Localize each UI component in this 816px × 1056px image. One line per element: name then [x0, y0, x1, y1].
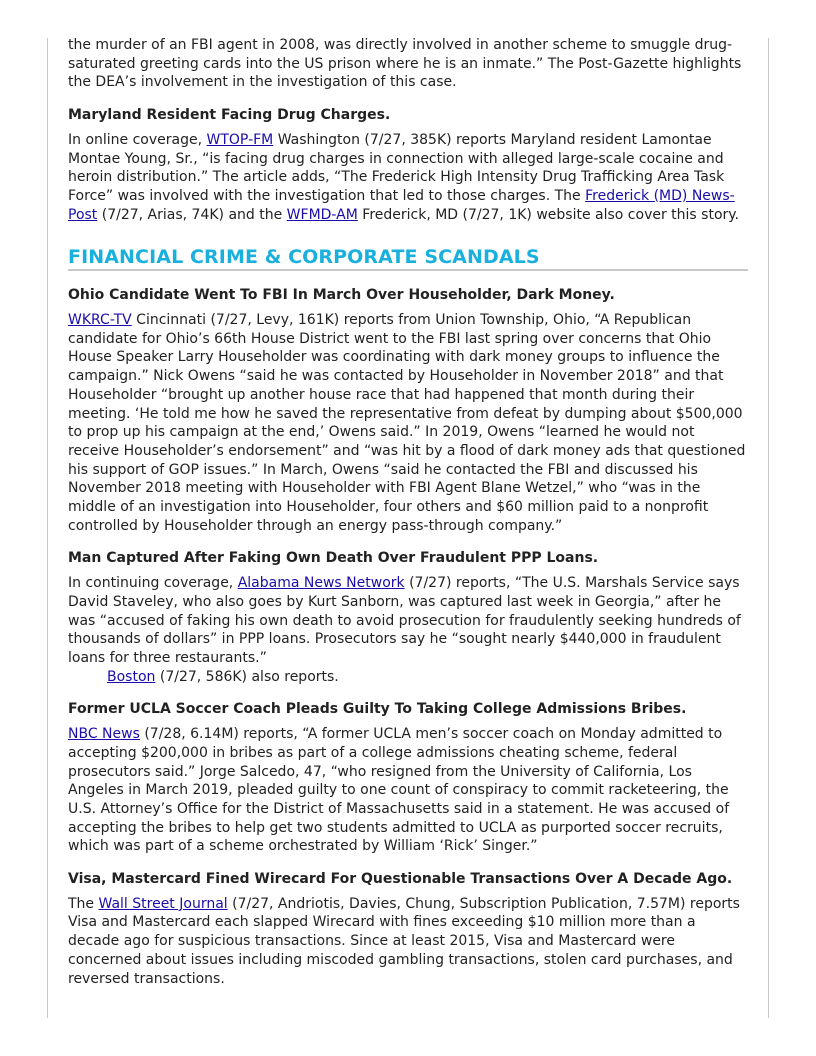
link-wall-street-journal[interactable]: Wall Street Journal — [98, 895, 228, 912]
text-segment: In online coverage, — [68, 131, 207, 148]
headline-ohio: Ohio Candidate Went To FBI In March Over Householder, Dark Money. — [68, 287, 615, 304]
left-margin-rule — [47, 38, 48, 1018]
link-wkrc-tv[interactable]: WKRC-TV — [68, 312, 132, 329]
link-boston[interactable]: Boston — [107, 668, 156, 685]
text-segment: (7/27, Arias, 74K) and the — [97, 206, 287, 223]
text-segment: Cincinnati (7/27, Levy, 161K) reports from Union Township, Ohio, “A Republican candidate for Ohio’s 66th House District went to the FBI last spring over concerns that Ohio House Speaker Larry Householder was coordinating with dark money groups to influence the campaign.” Nick Owens “said he was contacted by Householder in November 2018” and that Householder “brought up another house race that had happened that month during their meeting. ‘He told me how he saved the representative from defeat by dumping about $500,000 to prop up his campaign at the end,’ Owens said.” In 2019, Owens “learned he would not receive Householder’s endorsement” and “was hit by a flood of dark money ads that questioned his support of GOP issues.” In March, Owens “said he contacted the FBI and discussed his November 2018 meeting with Householder with FBI Agent Blane Wetzel,” who “was in the middle of an investigation into Householder, four others and $60 million paid to a nonprofit controlled by Householder through an energy pass-through company.” — [68, 312, 746, 534]
text-segment: (7/27) reports, “The U.S. Marshals Service says David Staveley, who also goes by Kurt Sanborn, was captured last week in Georgia,” after he was “accused of faking his own death to avoid prosecution for fraudulently seeking hundreds of thousands of dollars” in PPP loans. Prosecutors say he “sought nearly $440,000 in fraudulent loans for three restaurants.” — [68, 575, 741, 666]
link-nbc-news[interactable]: NBC News — [68, 726, 140, 743]
text-segment: (7/27, 586K) also reports. — [155, 668, 339, 685]
headline-ucla: Former UCLA Soccer Coach Pleads Guilty To Taking College Admissions Bribes. — [68, 701, 687, 718]
link-alabama-news-network[interactable]: Alabama News Network — [237, 575, 405, 592]
link-wfmd-am[interactable]: WFMD-AM — [286, 206, 358, 223]
text-segment: In continuing coverage, — [68, 575, 238, 592]
intro-paragraph: the murder of an FBI agent in 2008, was directly involved in another scheme to smuggle drug-saturated greeting cards into the US prison where he is an inmate.” The Post-Gazette highlights the DEA’s involvement in the investigation of this case. — [68, 37, 742, 91]
section-title-financial-crime: FINANCIAL CRIME & CORPORATE SCANDALS — [68, 246, 748, 271]
link-frederick-news-post[interactable]: Frederick (MD) News-Post — [68, 187, 735, 223]
text-segment: Frederick, MD (7/27, 1K) website also cover this story. — [357, 206, 740, 223]
right-margin-rule — [768, 38, 769, 1018]
paragraph-visa — [68, 895, 748, 989]
text-segment: Washington (7/27, 385K) reports Maryland resident Lamontae Montae Young, Sr., “is facing drug charges in connection with alleged large-scale cocaine and heroin distribution.” The article adds, “The Frederick High Intensity Drug Trafficking Area Task Force” was involved with the investigation that led to those charges. The — [68, 131, 725, 204]
headline-visa: Visa, Mastercard Fined Wirecard For Questionable Transactions Over A Decade Ago. — [68, 871, 733, 888]
link-wtop-fm[interactable]: WTOP-FM — [206, 131, 274, 148]
text-segment: (7/27, Andriotis, Davies, Chung, Subscription Publication, 7.57M) reports Visa and Mastercard each slapped Wirecard with fines exceeding $10 million more than a decade ago for suspicious transactions. Since at least 2015, Visa and Mastercard were concerned about issues including miscoded gambling transactions, stolen card purchases, and reversed transactions. — [68, 895, 740, 987]
paragraph-ucla — [68, 725, 748, 856]
text-segment: (7/28, 6.14M) reports, “A former UCLA men’s soccer coach on Monday admitted to accepting $200,000 in bribes as part of a college admissions cheating scheme, federal prosecutors said.” Jorge Salcedo, 47, “who resigned from the University of California, Los Angeles in March 2019, pleaded guilty to one count of conspiracy to commit racketeering, the U.S. Attorney’s Office for the District of Massachusetts said in a statement. He was accused of accepting the bribes to help get two students admitted to UCLA as purported soccer recruits, which was part of a scheme orchestrated by William ‘Rick’ Singer.” — [68, 726, 730, 855]
headline-ppp: Man Captured After Faking Own Death Over Fraudulent PPP Loans. — [68, 550, 599, 567]
headline-maryland: Maryland Resident Facing Drug Charges. — [68, 107, 391, 124]
paragraph-ohio — [68, 311, 748, 535]
text-segment: The — [68, 895, 99, 912]
newsletter-body — [68, 36, 748, 988]
paragraph-ppp-also — [68, 668, 748, 687]
paragraph-maryland — [68, 131, 748, 225]
paragraph-ppp — [68, 574, 748, 668]
